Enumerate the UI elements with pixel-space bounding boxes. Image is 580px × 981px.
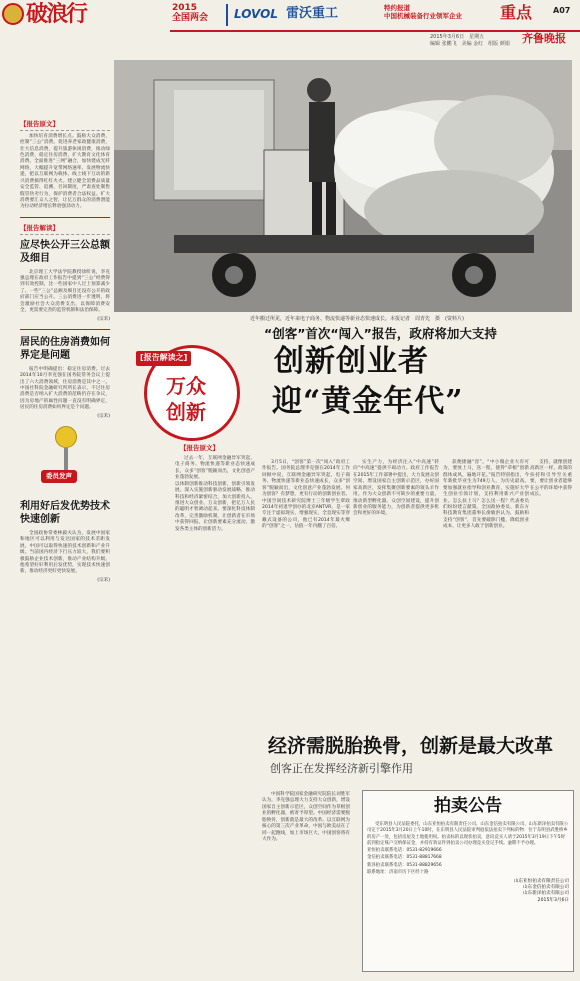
column2-text: 3月5日，“创客”第一次“闯入”政府工作报告。国务院总理李克强在2014年工作回顾中说，互联网金融异军突起，电子商务、物流快递等新业态快速成长，众多“创客”脱颖而出，文化创意产业蓬勃发展。何为创客？有梦想，更有行动的创新创业者。中国空间技术研究院博士三年级学生覃政2014年初退学创办的北京ANTVR，是一家专注于虚拟现实、增强现实，全息现实等穿戴式设备的公司，他已有2014年最火爆的“创客”之一，估值一年内翻了百倍。 [262,460,350,530]
microphone-icon [35,426,95,496]
auction-title: 拍卖公告 [434,796,502,816]
second-subheadline: 创客正在发挥经济新引擎作用 [270,762,413,775]
session-tag [172,4,208,24]
sponsor-line2: 中国机械装备行业领军企业 [384,12,462,21]
auction-sig-1: 山东亚恒拍卖有限责任公司 [513,878,569,884]
column-3 [353,460,439,726]
column-1 [175,456,255,968]
sponsor-logo [226,4,366,26]
sidebar-text-1: 北京理工大学法学院教授徐昕说，李克强总理在政府工作报告中提到“三公”经费得到有效控制，比一些国家中人过上预算减少了。一些“三公”总额及细目还没有公开的政府部门应当公开。三公消费进一步透明，将会激励社会大众消费支出，以保障消费安全，更需要完善的监管机制和法治保障。 [20,269,110,314]
editors: 编辑 张鹏飞 美编 金红 组版 颜娟 [430,40,510,47]
column5-text: 支持，就像创建高新区一样，政策的扶持和引导至关重要，要让创业者能够在公平的环境中获得成长。 [530,460,572,498]
auction-signatures [367,879,569,905]
dateline [430,34,510,47]
sponsor-text [384,4,462,20]
report-original-label: 【报告原文】 [20,120,110,131]
seal-label: [报告解读之] [136,351,191,366]
source-credit: (宗禾) [97,413,110,419]
paper-logo: 齐鲁晚报 [522,32,566,45]
column-5 [530,460,572,726]
section-name: 重点 [500,3,533,22]
story-kicker: “创客”首次“闯入”报告，政府将加大支持 [264,326,497,341]
auction-date: 2015年3月6日 [537,897,569,903]
column4-text: 获便捷融“容”。“中小微企业大有可为，要放上马，送一程，使得“草根”创新群体成风，遍地开花。”报告特别指出，今年新批毕业生为749万人，为历史最高。要加强就业指导和创业教育，实施好大学生创业引领计划，支持利用新兴产业创业。怎么扶上马？怎么送一程？代表委员们纷纷建言献策。全国政协委员、新东方科技教育集团董事长俞敏洪认为，鼓励和支持“创客”，首先要破除门槛，降低创业成本，让更多人敢于创新创业。 [443,460,529,530]
column6-text: 中国科学院国家金融研究院院长刘胜军认为，李克强总理大力支持大众创新，增设国家自主创新示范区，众创空间作为草根创业的孵化器，被寄予厚望。中国经济需要脱胎换骨，创新就是最大的改革。以互联网为核心的第三次产业革命，中国与欧美站在了同一起跑线，加上市场巨大，中国创客将有大作为。 [262,792,350,842]
second-headline: 经济需脱胎换骨，创新是最大改革 [268,735,554,757]
auction-contact-1: 亚恒拍卖联系电话：0531-82919666 [367,848,442,854]
column-2 [262,460,350,726]
source-credit: (宗禾) [97,577,110,583]
sidebar-text-3: 全国政协常委林毅夫认为，发展中国家和地区可以利用与发达国家的技术差距发展，中国可以取得快速的技术创新和产业升级。当前国内经济下行压力较大，我们要积极鼓励企业技术创新，推动产业结构升级。他希望好好利用后发优势，实现技术快速创新，推动经济更好更快发展。 [20,530,110,575]
seal-text-2: 创新 [166,400,206,424]
session-name: 全国两会 [172,12,209,23]
sidebar-text-2: 报告中明确提出：稳定住房消费。过去2014年10月李克强在国务院常务会议上提出了六大消费领域，住房消费是其中之一。中国社科院金融研究所所长表示，不过住房消费是否纳入扩大消费的范畴仍存在争议，因为房地产的属性问题一直没有明确界定，居民的住房消费如何界定是个问题。 [20,366,110,411]
left-sidebar [20,120,110,970]
column1-label: 【报告原文】 [180,444,219,452]
news-photo [114,60,572,312]
sponsor-name: 雷沃重工 [286,6,339,21]
auction-body: 受东明县人民法院委托，山东亚恒拍卖有限责任公司、山东金信拍卖有限公司、山东新泽拍卖有限公司定于2015年3月20日上午10时，在东明县人民法院审判庭依法拍卖下列标的物：位于东明县武胜桥乡的房产一处，包括房屋及土地使用权。拍卖标的以现状拍卖，意向竞买人请于2015年3月19日下午5时前到指定账户交纳保证金，并持有效证件到拍卖公司办理竞买登记手续。逾期不予办理。 [367,821,569,847]
auction-contact-2: 金信拍卖联系电话：0531-88817668 [367,855,442,861]
sidebar-headline-3: 利用好后发优势技术快速创新 [20,500,110,526]
session-year: 2015 [172,3,198,13]
sidebar-headline-1: 应尽快公开三公总额及细目 [20,239,110,265]
auction-sig-3: 山东新泽拍卖有限公司 [523,891,569,897]
photo-illustration [114,60,572,312]
auction-contact-3: 新泽拍卖联系电话：0531-88829656 [367,862,442,868]
mic-head [55,426,77,448]
divider [20,329,110,330]
photo-caption: 近年搬迁所见，近年来电子商务、物流快递等新业态快速成长。本报记者 周青先 摄 (资料片) [250,316,464,322]
emblem-icon [2,3,24,25]
auction-address: 联系地址：济南市历下区经十路 [367,869,429,875]
headline-line1: 创新创业者 [274,344,429,379]
report-original-text: 加快培育消费增长点。鼓励大众消费，控制“三公”消费。促进养老家政健康消费，壮大信息消费，提升旅游休闲消费，推动绿色消费，稳定住房消费，扩大教育文化体育消费。全面推进“三网”融合，加快建成光纤网络，大幅提升宽带网络速率，发展物流快递，把以互联网为载体、线上线下互动的新兴消费搞得红红火火。建立健全消费品质量安全监管、追溯、召回制度，严肃查处制售假冒伪劣行为，保护消费者合法权益。扩大消费要汇众人之智，让亿万群众的消费潜能为拉动经济增长释放强劲动力。 [20,133,110,210]
page-number: A07 [553,6,571,15]
source-credit: (宗禾) [97,316,110,322]
seal-text-1: 万众 [166,374,206,398]
masthead-title: 破浪行 [26,1,87,27]
divider [20,217,110,218]
auction-sig-2: 山东金信拍卖有限公司 [523,885,569,891]
lovol-logo: LOVOL [234,7,278,21]
issue-date: 2015年3月6日 星期五 [430,34,485,40]
column3-text: 实生产力，为经济注入“中高速”转向“中高速”提供不竭动力。政府工作报告在2015年工作部署中提出，大力发展众创空间，增设国家自主创新示范区，办好国家高新区，发挥集聚创新要素的领头羊作用。作为大众创新不可缺少的重要力量，推动新型孵化器、众创空间建设，提升创新创业的服务能力，为创新者提供更多机会和更好的环境。 [353,460,439,517]
column-6 [262,792,350,972]
column-4 [443,460,529,726]
headline-line2: 迎“黄金年代” [272,384,464,419]
column1-text: 过去一年，互联网金融异军突起，电子商务、物流快递等新业态快速成长，众多“创客”脱颖而出，文化创意产业蓬勃发展。 以体制创新推动科技创新，创新引领发展。深入实施创新驱动发展战略，推动科技和经济紧密结合，加大创新投入，推进大众创业、万众创新，把亿万人民的聪明才智调动起来。要深化科技体制改革，完善激励机制，让创新者在市场中获得回报，让创新要素充分流动，激发各类主体的创新活力。 [175,456,255,532]
sidebar-headline-2: 居民的住房消费如何界定是问题 [20,336,110,362]
auction-notice [362,790,574,972]
member-voice-tag: 委员发声 [41,470,77,483]
interpretation-seal [136,345,242,441]
sponsor-line1: 特约报道 [384,4,410,12]
header-rule [170,30,580,32]
report-interpretation-label: 【报告解读】 [20,224,110,235]
